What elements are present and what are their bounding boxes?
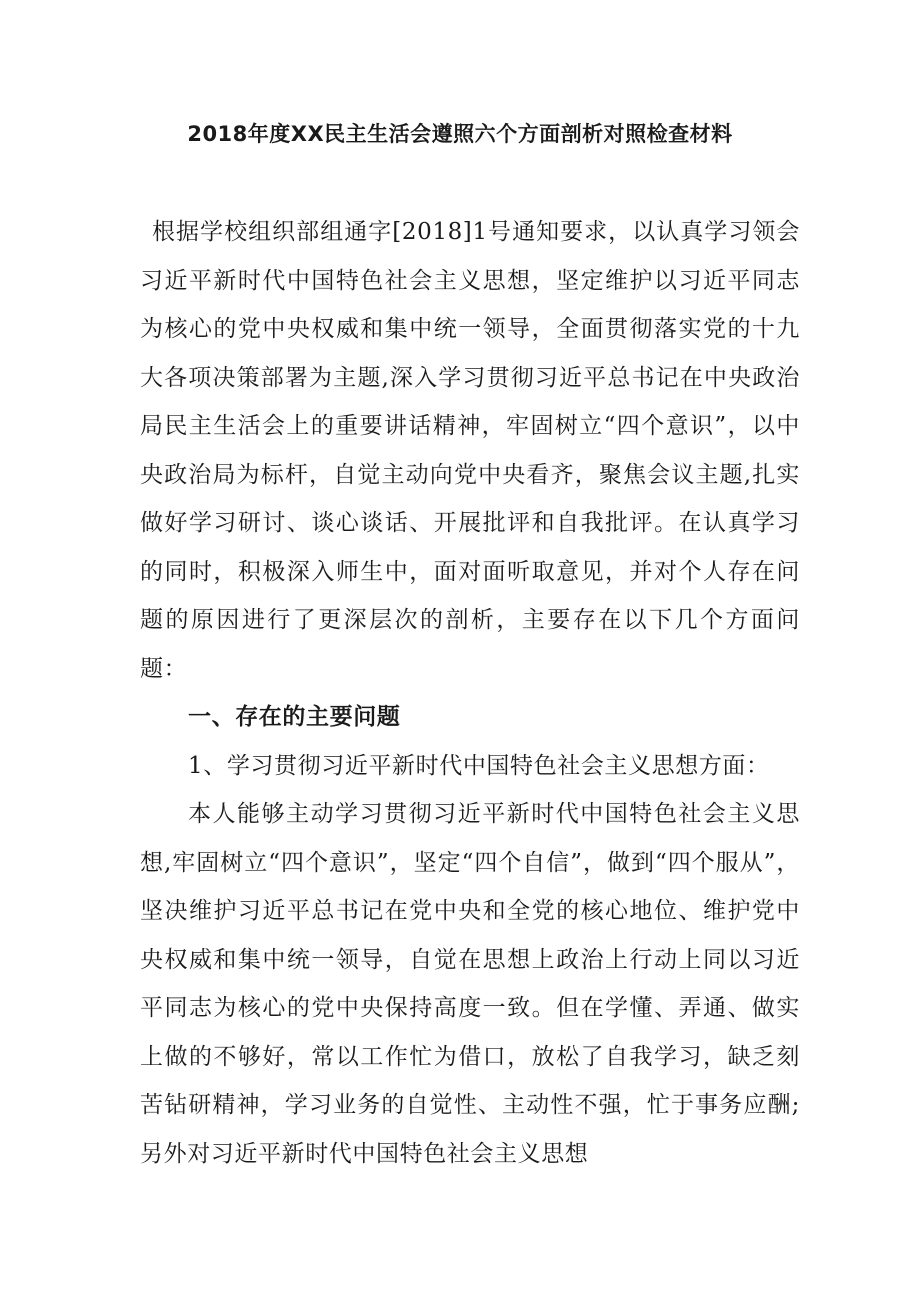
document-body xyxy=(140,208,800,1178)
intro-paragraph: 根据学校组织部组通字[2018]1号通知要求，以认真学习领会习近平新时代中国特色社会主义思想，坚定维护以习近平同志为核心的党中央权威和集中统一领导，全面贯彻落实党的十九大各项决策部署为主题,深入学习贯彻习近平总书记在中央政治局民主生活会上的重要讲话精神，牢固树立“四个意识”，以中央政治局为标杆，自觉主动向党中央看齐，聚焦会议主题,扎实做好学习研讨、谈心谈话、开展批评和自我批评。在认真学习的同时，积极深入师生中，面对面听取意见，并对个人存在问题的原因进行了更深层次的剖析，主要存在以下几个方面问题： xyxy=(140,219,800,682)
subsection-heading: 1、学习贯彻习近平新时代中国特色社会主义思想方面： xyxy=(188,752,770,779)
section-heading: 一、存在的主要问题 xyxy=(188,704,401,730)
body-paragraph: 本人能够主动学习贯彻习近平新时代中国特色社会主义思想,牢固树立“四个意识”，坚定“四个自信”，做到“四个服从”，坚决维护习近平总书记在党中央和全党的核心地位、维护党中央权威和集中统一领导，自觉在思想上政治上行动上同以习近平同志为核心的党中央保持高度一致。但在学懂、弄通、做实上做的不够好，常以工作忙为借口，放松了自我学习，缺乏刻苦钻研精神，学习业务的自觉性、主动性不强，忙于事务应酬;另外对习近平新时代中国特色社会主义思想 xyxy=(140,801,800,1167)
document-title: 2018年度XX民主生活会遵照六个方面剖析对照检查材料 xyxy=(187,122,733,146)
